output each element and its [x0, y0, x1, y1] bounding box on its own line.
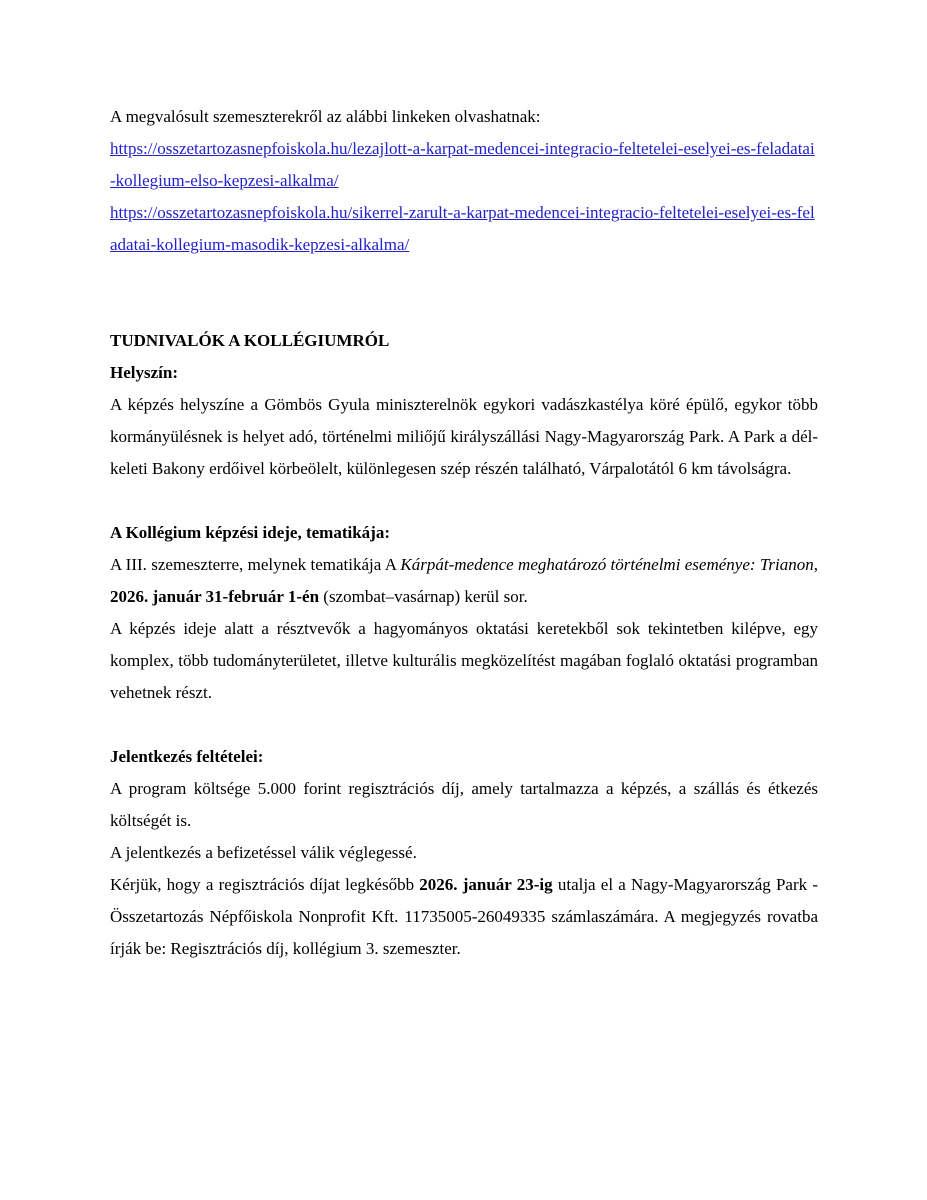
location-heading: Helyszín: [110, 363, 178, 382]
finalize-paragraph: A jelentkezés a befizetéssel válik véglegessé. [110, 843, 417, 862]
semester-link-first-training[interactable]: https://osszetartozasnepfoiskola.hu/lezajlott-a-karpat-medencei-integracio-feltetelei-eselyei-es-feladatai-kollegium-elso-kepzesi-alkalma/ [110, 139, 815, 190]
payment-paragraph [110, 869, 818, 965]
schedule-lead-text: A III. szemeszterre, melynek tematikája A [110, 555, 401, 574]
semester-link-1-paragraph [110, 133, 818, 197]
intro-paragraph: A megvalósult szemeszterekről az alábbi linkeken olvashatnak: [110, 107, 541, 126]
schedule-paragraph [110, 549, 818, 613]
payment-lead-text: Kérjük, hogy a regisztrációs díjat legkésőbb [110, 875, 420, 894]
application-heading: Jelentkezés feltételei: [110, 747, 264, 766]
schedule-tail-text: (szombat–vasárnap) kerül sor. [319, 587, 528, 606]
schedule-date-bold: 2026. január 31-február 1-én [110, 587, 320, 606]
payment-tail-text: utalja el a Nagy-Magyarország Park - Összetartozás Népfőiskola Nonprofit Kft. 11735005-26049335 számlaszámára. A megjegyzés rovatba írják be: Regisztrációs díj, kollégium 3. szemeszter. [110, 875, 818, 958]
semester-link-second-training[interactable]: https://osszetartozasnepfoiskola.hu/sikerrel-zarult-a-karpat-medencei-integracio-feltetelei-eselyei-es-feladatai-kollegium-masodik-kepzesi-alkalma/ [110, 203, 815, 254]
fee-paragraph: A program költsége 5.000 forint regisztrációs díj, amely tartalmazza a képzés, a szállás és étkezés költségét is. [110, 779, 818, 830]
schedule-mid-text: , [813, 555, 818, 574]
payment-deadline-bold: 2026. január 23-ig [419, 875, 553, 894]
section-title-about-college: TUDNIVALÓK A KOLLÉGIUMRÓL [110, 331, 390, 350]
schedule-heading: A Kollégium képzési ideje, tematikája: [110, 523, 390, 542]
semester-link-2-paragraph [110, 197, 818, 261]
schedule-theme-italic: Kárpát-medence meghatározó történelmi eseménye: Trianon [400, 555, 814, 574]
document-page [110, 101, 818, 965]
location-paragraph: A képzés helyszíne a Gömbös Gyula miniszterelnök egykori vadászkastélya köré épülő, egykor több kormányülésnek is helyet adó, történelmi miliőjű királyszállási Nagy-Magyarország Park. A Park a dél-keleti Bakony erdőivel körbeölelt, különlegesen szép részén található, Várpalotától 6 km távolságra. [110, 395, 818, 478]
schedule-description-paragraph: A képzés ideje alatt a résztvevők a hagyományos oktatási keretekből sok tekintetben kilépve, egy komplex, több tudományterületet, illetve kulturális megközelítést magában foglaló oktatási programban vehetnek részt. [110, 619, 818, 702]
